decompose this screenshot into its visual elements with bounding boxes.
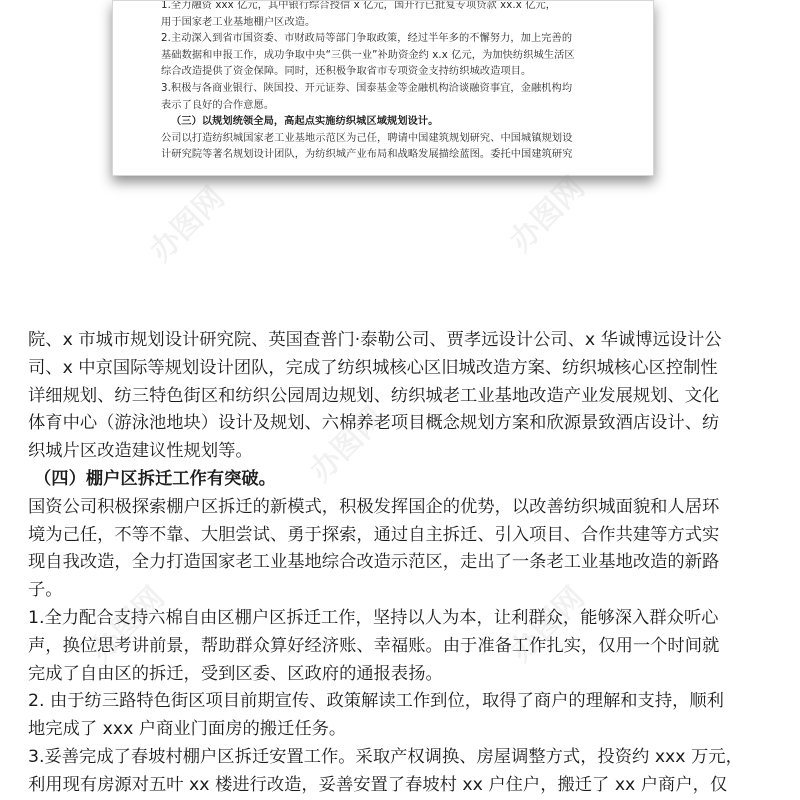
body-line: 国资公司积极探索棚户区拆迁的新模式，积极发挥国企的优势，以改善纺织城面貌和人居环 <box>28 496 720 517</box>
body-line: 2. 由于纺三路特色街区项目前期宣传、政策解读工作到位，取得了商户的理解和支持，顺利 <box>28 691 724 712</box>
body-line: 司、x 中京国际等规划设计团队，完成了纺织城核心区旧城改造方案、纺织城核心区控制性 <box>28 357 718 378</box>
preview-text-block <box>161 0 641 164</box>
watermark: 办图网 <box>503 580 592 669</box>
preview-line: 3.积极与各商业银行、陕国投、开元证券、国泰基金等金融机构洽谈融资事宜，金融机构均 <box>161 82 573 94</box>
body-line: 地完成了 xxx 户商业门面房的搬迁任务。 <box>28 719 347 740</box>
document-preview-card <box>112 0 654 176</box>
document-body <box>28 327 788 800</box>
preview-line: 2.主动深入到省市国资委、市财政局等部门争取政策，经过半年多的不懈努力，加上完善的 <box>161 33 573 45</box>
preview-section-heading: （三）以规划统领全局，高起点实施纺织城区域规划设计。 <box>171 116 439 128</box>
body-line: 体育中心（游泳池地块）设计及规划、六棉养老项目概念规划方案和欣源景致酒店设计、纺 <box>28 413 720 434</box>
preview-line: 基础数据和申报工作，成功争取中央“三供一业”补助资金约 x.x 亿元，为加快纺织城生活区 <box>161 49 575 61</box>
body-line: 3.妥善完成了春坡村棚户区拆迁安置工作。采取产权调换、房屋调整方式，投资约 xxx 万元， <box>28 746 743 767</box>
body-line: 1.全力配合支持六棉自由区棚户区拆迁工作，坚持以人为本，让利群众，能够深入群众听心 <box>28 607 719 628</box>
preview-line: 公司以打造纺织城国家老工业基地示范区为己任，聘请中国建筑规划研究、中国城镇规划设 <box>161 132 573 144</box>
watermark: 办图网 <box>143 180 232 269</box>
body-line: 织城片区改造建议性规划等。 <box>28 441 253 462</box>
body-line: 院、x 市城市规划设计研究院、英国查普门·泰勒公司、贾孝远设计公司、x 华诚博远设计公 <box>28 330 722 350</box>
body-line: 现自我改造，全力打造国家老工业基地综合改造示范区，走出了一条老工业基地改造的新路 <box>28 552 720 573</box>
body-line: 详细规划、纺三特色街区和纺织公园周边规划、纺织城老工业基地改造产业发展规划、文化 <box>28 385 720 406</box>
body-line: 境为己任，不等不靠、大胆尝试、勇于探索，通过自主拆迁、引入项目、合作共建等方式实 <box>28 524 720 545</box>
watermark: 办图网 <box>83 580 172 669</box>
preview-line: 表示了良好的合作意愿。 <box>161 99 275 111</box>
watermark: 办图网 <box>303 400 392 489</box>
body-line: 子。 <box>28 580 63 601</box>
watermark: 办图网 <box>503 170 592 259</box>
section-heading: （四）棚户区拆迁工作有突破。 <box>34 468 276 489</box>
body-line: 利用现有房源对五叶 xx 楼进行改造，妥善安置了春坡村 xx 户住户，搬迁了 xx 户商户，仅 <box>28 774 728 795</box>
preview-line: 计研究院等著名规划设计团队，为纺织城产业布局和战略发展描绘蓝图。委托中国建筑研究 <box>161 149 573 161</box>
preview-line: 综合改造提供了资金保障。同时，还积极争取省市专项资金支持纺织城改造项目。 <box>161 66 532 78</box>
preview-line: 用于国家老工业基地棚户区改造。 <box>161 16 316 28</box>
body-line: 完成了自由区的拆迁，受到区委、区政府的通报表扬。 <box>28 663 443 684</box>
body-line: 声，换位思考讲前景，帮助群众算好经济账、幸福账。由于准备工作扎实，仅用一个时间就 <box>28 635 720 656</box>
preview-line: 1.全力融资 xxx 亿元，其中银行综合授信 x 亿元，国开行已批复专项贷款 xx.x 亿元， <box>161 0 557 11</box>
